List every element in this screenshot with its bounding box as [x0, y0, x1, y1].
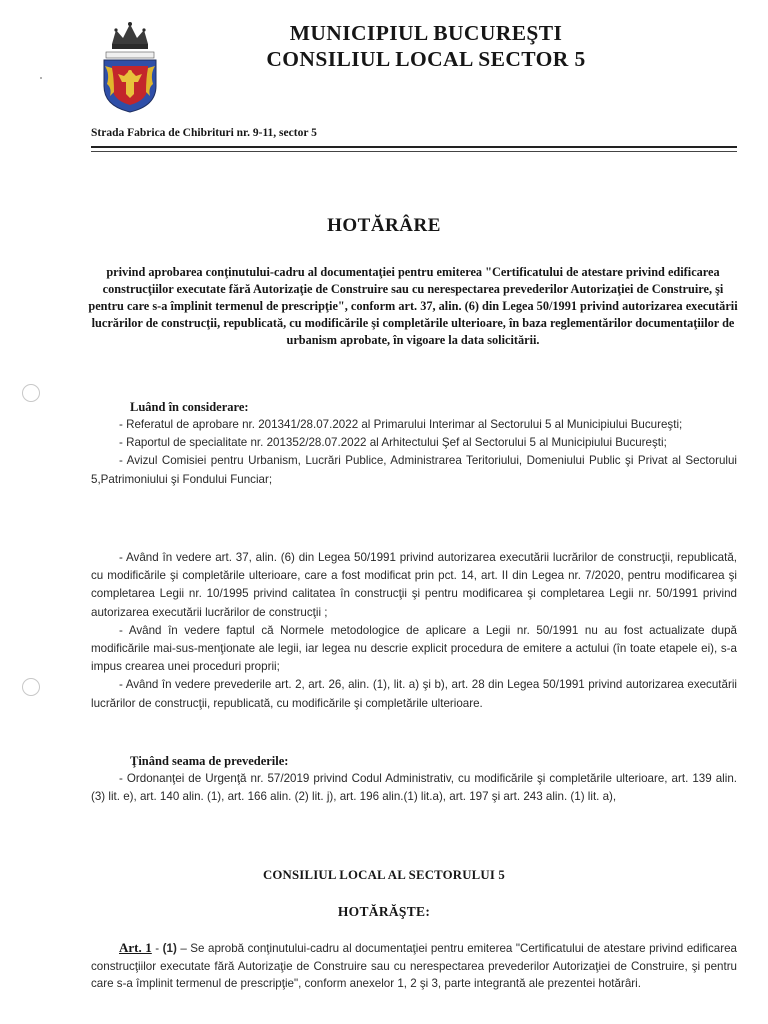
punch-hole-mark	[22, 678, 40, 696]
consideration-item: - Raportul de specialitate nr. 201352/28.07.2022 al Arhitectului Şef al Sectorului 5 al Municipiului Bucureşti;	[119, 436, 667, 450]
scan-speck	[40, 77, 42, 79]
institution-line-1: MUNICIPIUL BUCUREŞTI	[289, 21, 563, 45]
header-rule-thin	[91, 151, 737, 152]
institution-name	[180, 20, 672, 72]
having-regard-item: - Având în vedere faptul că Normele metodologice de aplicare a Legii nr. 50/1991 nu au fost actualizate după modificările mai-sus-menţionate ale legii, iar legea nu descrie explicit procedura de emitere a actului (în toate etapele ei), s-a impus crearea unei proceduri proprii;	[91, 623, 737, 674]
article-1-text: – Se aprobă conţinutului-cadru al documentaţiei pentru emiterea "Certificatului de atestare privind edificarea construcţiilor executate fără Autorizaţie de Construire sau cu nerespectarea prevederilor Autorizaţiei de Construire, şi pentru care s-a împlinit termenul de prescripţie", conform anexelor 1, 2 şi 3, parte integrantă ale prezentei hotărâri.	[91, 942, 737, 990]
decides-heading: HOTĂRĂŞTE:	[337, 904, 431, 919]
article-1-label: Art. 1	[119, 940, 152, 955]
punch-hole-mark	[22, 384, 40, 402]
institution-line-2: CONSILIUL LOCAL SECTOR 5	[266, 47, 586, 71]
having-regard-item: - Având în vedere art. 37, alin. (6) din Legea 50/1991 privind autorizarea executării lucrărilor de construcţii, republicată, cu modificările şi completările ulterioare, care a fost modificat prin pct. 14, art. II din Legea nr. 7/2020, pentru modificarea şi completarea Legii nr. 10/1995 privind calitatea în construcţii şi pentru modificarea şi completarea Legii nr. 50/1991 privind autorizarea executării lucrărilor de construcţii ;	[91, 551, 737, 619]
article-1-separator: -	[151, 942, 163, 955]
considerations-heading: Luând în considerare:	[130, 400, 249, 414]
header-rule-thick	[91, 146, 737, 148]
article-1	[91, 939, 737, 993]
consideration-item: - Referatul de aprobare nr. 201341/28.07.2022 al Primarului Interimar al Sectorului 5 al Municipiului Bucureşti;	[119, 418, 683, 431]
provisions-section	[91, 752, 737, 806]
article-1-paragraph-number: (1)	[162, 942, 177, 955]
council-heading: CONSILIUL LOCAL AL SECTORULUI 5	[262, 868, 506, 882]
considerations-section	[91, 398, 737, 489]
document-subject: privind aprobarea conţinutului-cadru al documentaţiei pentru emiterea "Certificatului de atestare privind edificarea construcţiilor executate fără Autorizaţie de Construire sau cu nerespectarea prevederilor Autorizaţiei de Construire, şi pentru care s-a împlinit termenul de prescripţie", conform art. 37, alin. (6) din Legea 50/1991 privind autorizarea executării lucrărilor de construcţii, republicată, cu modificările şi completările ulterioare, în baza reglementărilor documentaţiilor de urbanism aprobate, în vigoare la data solicitării.	[88, 265, 738, 347]
provision-item: - Ordonanţei de Urgenţă nr. 57/2019 privind Codul Administrativ, cu modificările şi completările ulterioare, art. 139 alin. (3) lit. e), art. 140 alin. (1), art. 166 alin. (2) lit. j), art. 196 alin.(1) lit.a), art. 197 şi art. 243 alin. (1) lit. a),	[91, 772, 737, 804]
bucharest-coat-of-arms-icon	[98, 18, 162, 114]
institution-address: Strada Fabrica de Chibrituri nr. 9-11, sector 5	[91, 127, 317, 139]
provisions-heading: Ţinând seama de prevederile:	[130, 754, 289, 768]
having-regard-item: - Având în vedere prevederile art. 2, art. 26, alin. (1), lit. a) şi b), art. 28 din Legea 50/1991 privind autorizarea executării lucrărilor de construcţii, republicată, cu modificările şi completările ulterioare.	[91, 678, 737, 710]
consideration-item: - Avizul Comisiei pentru Urbanism, Lucrări Publice, Administrarea Teritoriului, Domeniului Public şi Privat al Sectorului 5,Patrimoniului şi Fondului Funciar;	[91, 454, 737, 486]
having-regard-section	[91, 549, 737, 713]
document-title: HOTĂRÂRE	[327, 215, 441, 236]
